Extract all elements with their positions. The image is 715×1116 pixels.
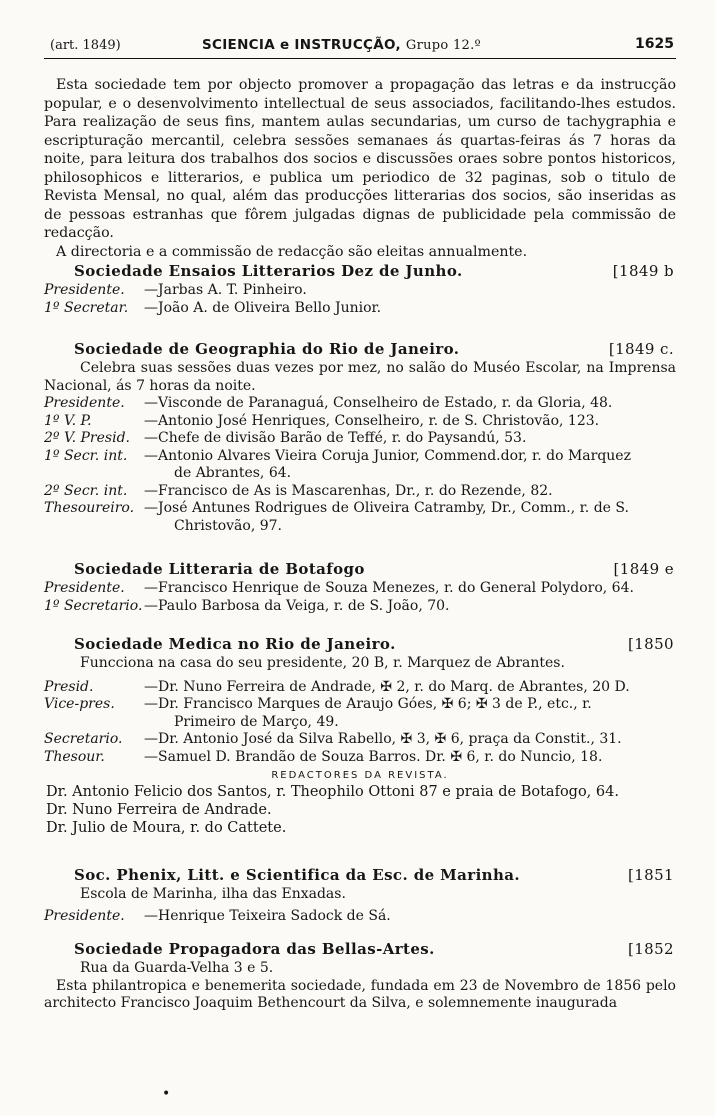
society-year: [1852 <box>627 940 674 958</box>
society-name: Sociedade Litteraria de Botafogo <box>74 560 365 578</box>
page-mark: • <box>162 1086 171 1102</box>
officer-row: 2º Secr. int. —Francisco de As is Mascarenhas, Dr., r. do Rezende, 82. <box>44 482 553 499</box>
editor-entry: Dr. Antonio Felicio dos Santos, r. Theophilo Ottoni 87 e praia de Botafogo, 64. <box>46 784 619 800</box>
officer-row: 2º V. Presid. —Chefe de divisão Barão de Teffé, r. do Paysandú, 53. <box>44 430 527 446</box>
editor-entry: Dr. Nuno Ferreira de Andrade. <box>46 802 272 818</box>
society-phenix <box>44 866 676 925</box>
society-description: Esta philantropica e benemerita sociedade, fundada em 23 de Novembro de 1856 pelo architecto Francisco Joaquim Bethencourt da Silva, e solemnemente inaugurada <box>44 977 676 1011</box>
article-range: (art. 1849) <box>50 38 121 53</box>
officer-row: Presidente. —Francisco Henrique de Souza Menezes, r. do General Polydoro, 64. <box>44 580 634 596</box>
society-description: Celebra suas sessões duas vezes por mez, no salão do Muséo Escolar, na Imprensa Nacional, ás 7 horas da noite. <box>44 360 676 394</box>
society-name: Soc. Phenix, Litt. e Scientifica da Esc. de Marinha. <box>74 866 521 884</box>
society-address: Rua da Guarda-Velha 3 e 5. <box>80 960 274 976</box>
officer-row: 1º Secr. int. —Antonio Alvares Vieira Coruja Junior, Commend.dor, r. do Marquez de Abrantes, 64. <box>44 447 631 481</box>
officer-row: Presidente. —Visconde de Paranaguá, Conselheiro de Estado, r. da Gloria, 48. <box>44 395 613 411</box>
society-year: [1849 e <box>613 560 674 578</box>
society-year: [1849 b <box>612 262 674 280</box>
society-propagadora-bellas-artes <box>44 940 676 1013</box>
society-description: Escola de Marinha, ilha das Enxadas. <box>80 886 346 902</box>
group-label: Grupo 12.º <box>405 38 481 53</box>
society-ensaios-litterarios <box>44 262 676 317</box>
society-geographia <box>44 340 676 535</box>
running-header <box>44 36 676 59</box>
society-name: Sociedade de Geographia do Rio de Janeiro. <box>74 340 460 358</box>
officer-row: Secretario. —Dr. Antonio José da Silva Rabello, ✠ 3, ✠ 6, praça da Constit., 31. <box>44 731 622 747</box>
intro-text <box>44 76 676 261</box>
society-medica <box>44 635 676 837</box>
society-description: Funcciona na casa do seu presidente, 20 B, r. Marquez de Abrantes. <box>80 655 565 671</box>
officer-row: Thesoureiro. —José Antunes Rodrigues de Oliveira Catramby, Dr., Comm., r. de S. Christovão, 97. <box>44 500 629 534</box>
page-number: 1625 <box>635 36 674 52</box>
editors-heading: REDACTORES DA REVISTA. <box>271 770 449 781</box>
officer-row: Vice-pres. —Dr. Francisco Marques de Araujo Góes, ✠ 6; ✠ 3 de P., etc., r. Primeiro de Março, 49. <box>44 696 592 730</box>
section-title: SCIENCIA e INSTRUCÇÃO, Grupo 12.º <box>202 37 481 53</box>
society-name: Sociedade Ensaios Litterarios Dez de Junho. <box>74 262 463 280</box>
society-name: Sociedade Medica no Rio de Janeiro. <box>74 635 396 653</box>
intro-paragraph-2: A directoria e a commissão de redacção são eleitas annualmente. <box>56 243 528 260</box>
officer-row: Thesour. —Samuel D. Brandão de Souza Barros. Dr. ✠ 6, r. do Nuncio, 18. <box>44 748 603 765</box>
officer-row: 1º Secretario. —Paulo Barbosa da Veiga, r. de S. João, 70. <box>44 597 450 614</box>
society-year: [1849 c. <box>608 340 674 358</box>
society-litteraria-botafogo <box>44 560 676 615</box>
intro-paragraph: Esta sociedade tem por objecto promover a propagação das letras e da instrucção popular, e o desenvolvimento intellectual de seus associados, facilitando-lhes estudos. Para realização de seus fins, mantem aulas secundarias, um curso de tachygraphia e escripturação mercantil, celebra sessões semanaes ás quartas-feiras ás 7 horas da noite, para leitura dos trabalhos dos socios e discussões oraes sobre pontos historicos, philosophicos e litterarios, e publica um periodico de 32 paginas, sob o titulo de Revista Mensal, no qual, além das producções litterarias dos socios, são inseridas as de pessoas estranhas que fôrem julgadas dignas de publicidade pela commissão de redacção. <box>44 77 676 241</box>
officer-row: Presidente. —Henrique Teixeira Sadock de Sá. <box>44 907 391 924</box>
officer-row: 1º Secretar. —João A. de Oliveira Bello Junior. <box>44 299 382 316</box>
editor-entry: Dr. Julio de Moura, r. do Cattete. <box>46 820 287 836</box>
society-year: [1850 <box>627 635 674 653</box>
society-name: Sociedade Propagadora das Bellas-Artes. <box>74 940 435 958</box>
officer-row: Presid. —Dr. Nuno Ferreira de Andrade, ✠ 2, r. do Marq. de Abrantes, 20 D. <box>44 678 630 695</box>
editors-list <box>44 783 676 837</box>
officer-row: Presidente. —Jarbas A. T. Pinheiro. <box>44 282 307 298</box>
society-year: [1851 <box>627 866 674 884</box>
officer-row: 1º V. P. —Antonio José Henriques, Conselheiro, r. de S. Christovão, 123. <box>44 412 600 429</box>
